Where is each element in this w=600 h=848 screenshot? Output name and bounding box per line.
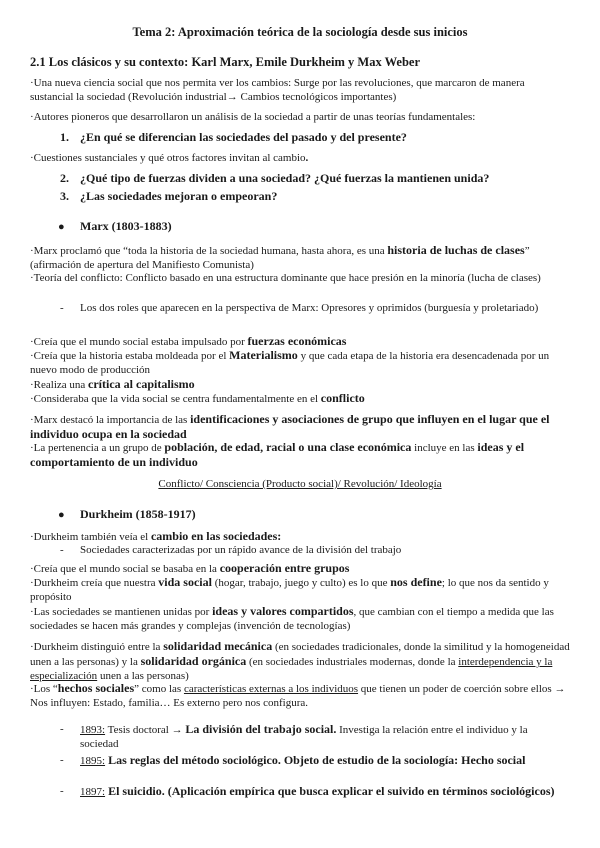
marx-line-6: [30, 377, 570, 392]
underlined-text: interdependencia y la especialización: [30, 656, 553, 682]
year: 1893:: [80, 724, 106, 736]
marx-line-5: [30, 348, 570, 377]
durkheim-line-5: [30, 604, 570, 633]
year: 1897:: [80, 786, 106, 798]
text: ·Marx proclamó que “toda la historia de la sociedad humana, hasta ahora, es una: [30, 245, 388, 257]
bold-text: historia de luchas de clases: [387, 243, 525, 257]
work-text: [80, 784, 560, 799]
text: (hogar, trabajo, juego y culto) es lo que: [211, 577, 391, 589]
durkheim-heading: [58, 507, 196, 522]
marx-line-1: [30, 243, 570, 272]
bold-text: El suicidio. (Aplicación empírica que busca explicar el suivido en términos sociológicos): [105, 784, 555, 798]
question-number: 1.: [60, 130, 69, 144]
dash-marker: -: [60, 723, 64, 735]
text: ·Durkheim creía que nuestra: [30, 577, 159, 589]
heading-text: Durkheim (1858-1917): [80, 507, 196, 521]
question-2: [60, 171, 560, 186]
dash-marker: -: [60, 754, 64, 766]
marx-sub-item: [60, 301, 560, 315]
question-text: ¿En qué se diferencian las sociedades del pasado y del presente?: [80, 130, 407, 144]
text: ·Creía que el mundo social se basaba en la: [30, 563, 220, 575]
document-title: Tema 2: Aproximación teórica de la sociología desde sus inicios: [132, 25, 468, 39]
bold-text: hechos sociales: [57, 681, 135, 695]
text: (en sociedades tradicionales, donde la similitud y la homogeneidad unen a las personas) y la: [30, 641, 570, 668]
bullet-icon: ●: [58, 221, 65, 233]
bold-text: ideas y el comportamiento de un individuo: [30, 440, 525, 469]
bold-text: ideas y valores compartidos: [212, 604, 354, 618]
sub-item-text: Los dos roles que aparecen en la perspectiva de Marx: Opresores y oprimidos (burguesía y proletariado): [80, 302, 539, 314]
durkheim-line-3: [30, 561, 570, 576]
text: ·Las sociedades se mantienen unidas por: [30, 606, 213, 618]
marx-line-9: [30, 440, 570, 470]
question-number: 2.: [60, 171, 69, 185]
work-text: [80, 722, 560, 751]
bold-text: solidaridad mecánica: [163, 639, 273, 653]
marx-summary: [0, 478, 600, 490]
bold-text: identificaciones y asociaciones de grupo que influyen en el lugar que el individuo ocupa en la sociedad: [30, 412, 550, 441]
question-text: ¿Qué tipo de fuerzas dividen a una sociedad? ¿Qué fuerzas la mantienen unida?: [80, 171, 490, 185]
text: ” como las: [134, 683, 184, 695]
bold-text: La división del trabajo social.: [185, 722, 337, 736]
marx-line-4: [30, 334, 570, 349]
text: y que cada etapa de la historia era desencadenada por un nuevo modo de producción: [30, 350, 550, 376]
question-3: [60, 189, 560, 204]
bold-text: solidaridad orgánica: [140, 654, 247, 668]
text: ·Durkheim también veía el: [30, 531, 151, 543]
text: ·La pertenencia a un grupo de: [30, 442, 165, 454]
text: ·Los “: [30, 683, 58, 695]
note-text: ·Cuestiones sustanciales y qué otros factores invitan al cambio: [30, 152, 306, 164]
durkheim-work-1897: [60, 784, 560, 799]
text: , que cambian con el tiempo a medida que las sociedades se hacen más grandes y complejas (invención de tecnologías): [30, 606, 554, 632]
bullet-icon: ●: [58, 509, 65, 521]
bold-text: fuerzas económicas: [247, 334, 347, 348]
durkheim-work-1895: [60, 753, 560, 768]
durkheim-line-1: [30, 529, 570, 544]
bold-text: población, de edad, racial o una clase económica: [164, 440, 412, 454]
text: ·Realiza una: [30, 379, 89, 391]
bold-text: crítica al capitalismo: [88, 377, 195, 391]
text: ·Marx destacó la importancia de las: [30, 414, 191, 426]
durkheim-sub-item: [60, 543, 560, 557]
marx-line-2: ·Teoría del conflicto: Conflicto basado en una estructura dominante que hace presión en la minoría (lucha de clases): [30, 272, 541, 284]
bold-text: cambio en las sociedades:: [150, 529, 282, 543]
heading-text: Marx (1803-1883): [80, 219, 172, 233]
year: 1895:: [80, 755, 106, 767]
text: Tesis doctoral →: [105, 724, 186, 736]
bold-text: vida social: [158, 575, 212, 589]
dash-marker: -: [60, 785, 64, 797]
marx-line-7: [30, 391, 570, 406]
dash-marker: -: [60, 302, 64, 314]
text: (en sociedades industriales modernas, donde la: [246, 656, 459, 668]
text: ·Creía que la historia estaba moldeada por el: [30, 350, 230, 362]
text: incluye en las: [411, 442, 478, 454]
bold-text: Las reglas del método sociológico. Objeto de estudio de la sociología: Hecho social: [105, 753, 526, 767]
bold-text: Materialismo: [229, 348, 298, 362]
durkheim-work-1893: [60, 722, 560, 751]
summary-text: Conflicto/ Consciencia (Producto social)/ Revolución/ Ideología: [158, 478, 442, 490]
text: ·Durkheim distinguió entre la: [30, 641, 164, 653]
text: ·Consideraba que la vida social se centra fundamentalmente en el: [30, 393, 321, 405]
bold-text: conflicto: [320, 391, 365, 405]
underlined-text: características externas a los individuos: [183, 683, 359, 695]
durkheim-line-7: [30, 681, 570, 710]
bold-text: cooperación entre grupos: [219, 561, 350, 575]
bold-text: nos define: [390, 575, 442, 589]
work-text: [80, 753, 560, 768]
intro-paragraph-1: ·Una nueva ciencia social que nos permita ver los cambios: Surge por las revoluciones, que marcaron de manera sustancial la sociedad (Revolución industrial→ Cambios tecnológicos importantes): [30, 77, 525, 103]
dash-marker: -: [60, 544, 64, 556]
sub-item-text: Sociedades caracterizadas por un rápido avance de la división del trabajo: [80, 544, 402, 556]
question-text: ¿Las sociedades mejoran o empeoran?: [80, 189, 278, 203]
text: ; lo que nos da sentido y propósito: [30, 577, 549, 603]
durkheim-line-6: [30, 639, 570, 683]
durkheim-line-4: [30, 575, 570, 604]
section-heading: 2.1 Los clásicos y su contexto: Karl Marx, Emile Durkheim y Max Weber: [30, 55, 421, 69]
question-1: [60, 130, 560, 145]
text: que tienen un poder de coerción sobre ellos → Nos influyen: Estado, familia… Es externo pero nos configura.: [30, 683, 566, 709]
note-period: .: [305, 152, 309, 164]
marx-heading: [58, 219, 172, 234]
text: ” (afirmación de apertura del Manifiesto Comunista): [30, 245, 530, 271]
intro-paragraph-2: ·Autores pioneros que desarrollaron un análisis de la sociedad a partir de unas teorías fundamentales:: [30, 111, 476, 123]
text: Investiga la relación entre el individuo y la sociedad: [80, 724, 528, 750]
marx-line-8: [30, 412, 570, 442]
question-1-note: [30, 151, 570, 165]
text: ·Creía que el mundo social estaba impulsado por: [30, 336, 248, 348]
text: unen a las personas): [97, 670, 189, 682]
question-number: 3.: [60, 189, 69, 203]
